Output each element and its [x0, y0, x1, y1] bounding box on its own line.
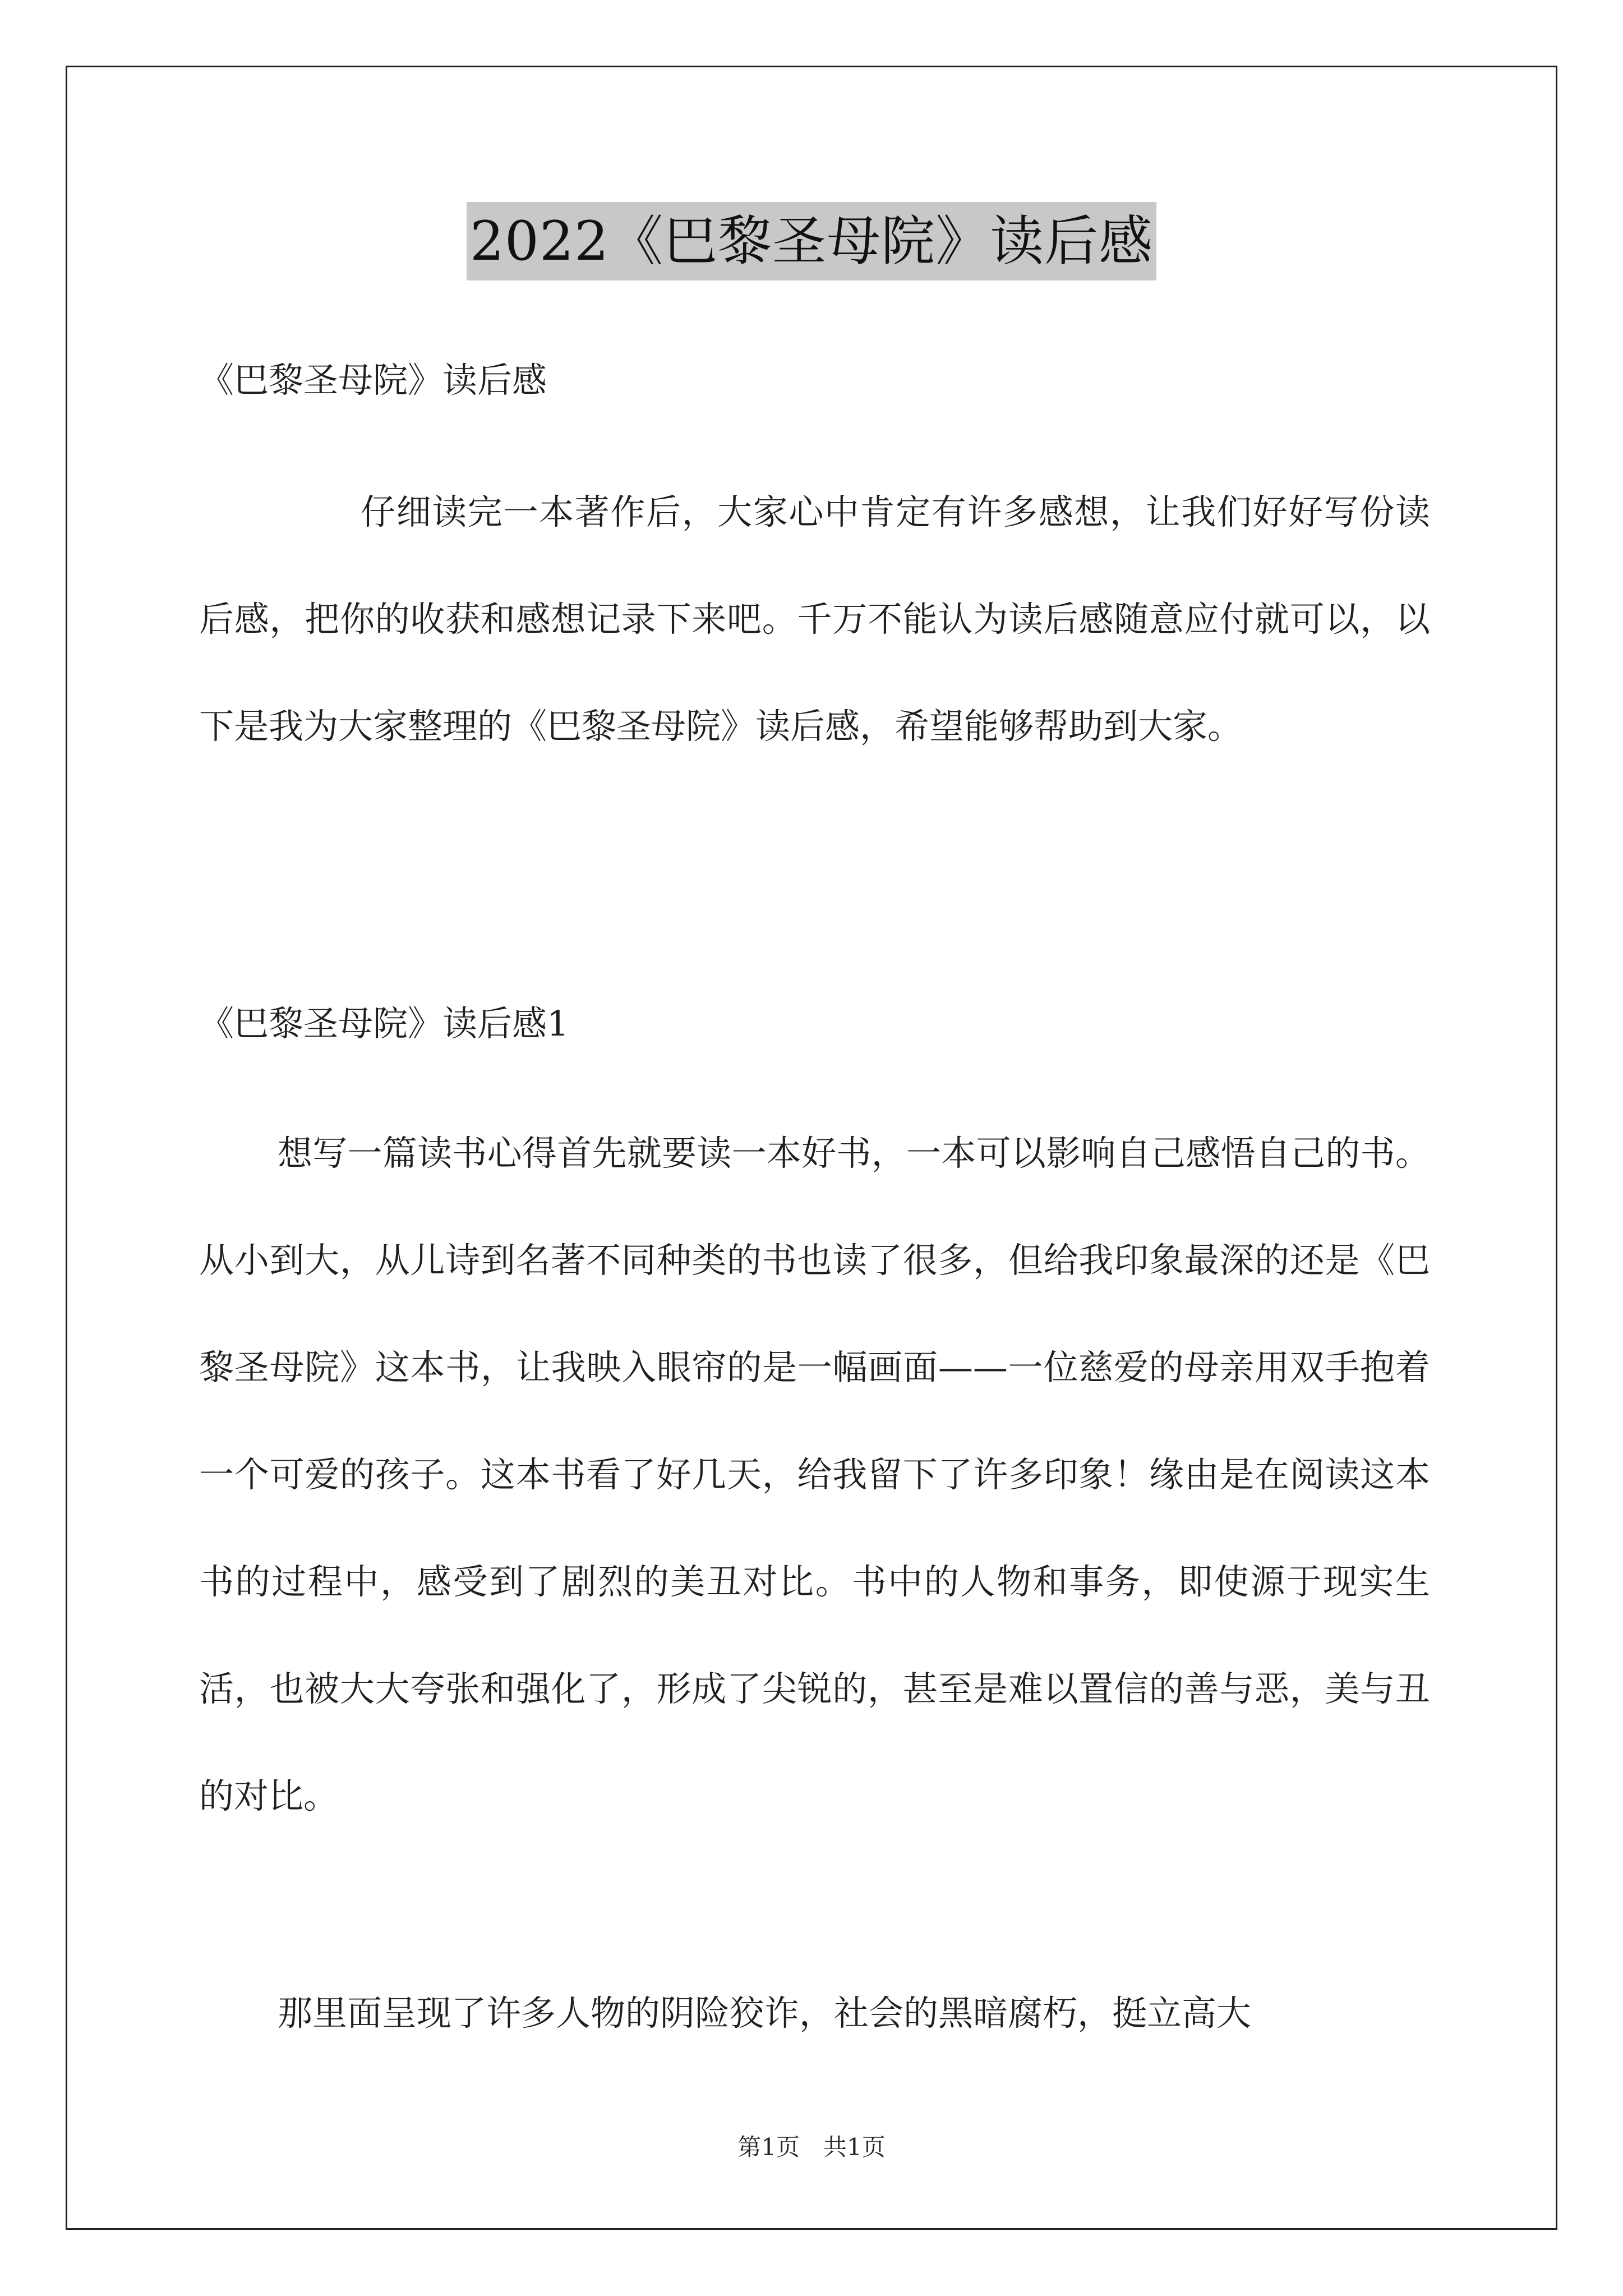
- document-subtitle: 《巴黎圣母院》读后感: [199, 360, 547, 401]
- section-paragraph-2: 那里面呈现了许多人物的阴险狡诈，社会的黑暗腐朽，挺立高大: [278, 1993, 1252, 2033]
- title-container: [0, 202, 1623, 280]
- document-title: 2022《巴黎圣母院》读后感: [467, 202, 1156, 280]
- intro-paragraph: 仔细读完一本著作后，大家心中肯定有许多感想，让我们好好写份读后感，把你的收获和感想记录下来吧。千万不能认为读后感随意应付就可以，以下是我为大家整理的《巴黎圣母院》读后感，希望能够帮助到大家。: [199, 491, 1430, 747]
- section-paragraph-1: 想写一篇读书心得首先就要读一本好书，一本可以影响自己感悟自己的书。从小到大，从儿诗到名著不同种类的书也读了很多，但给我印象最深的还是《巴黎圣母院》这本书，让我映入眼帘的是一幅画面——一位慈爱的母亲用双手抱着一个可爱的孩子。这本书看了好几天，给我留下了许多印象！缘由是在阅读这本书的过程中，感受到了剧烈的美丑对比。书中的人物和事务，即使源于现实生活，也被大大夸张和强化了，形成了尖锐的，甚至是难以置信的善与恶，美与丑的对比。: [199, 1133, 1430, 1816]
- page-footer: 第1页 共1页: [737, 2133, 886, 2161]
- section-heading: 《巴黎圣母院》读后感1: [199, 1003, 569, 1044]
